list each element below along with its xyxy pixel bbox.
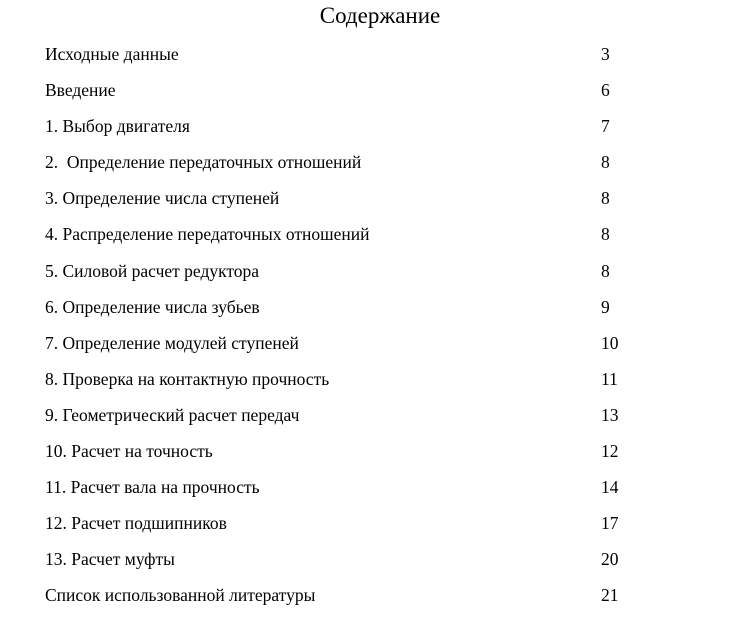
- toc-entry-page: 14: [601, 477, 619, 498]
- toc-entry-page: 8: [601, 188, 610, 209]
- toc-entry: [0, 222, 754, 258]
- toc-entry: [0, 439, 754, 475]
- toc-entry-page: 20: [601, 549, 619, 570]
- toc-entry-label: 12. Расчет подшипников: [45, 513, 227, 534]
- toc-entry: [0, 295, 754, 331]
- toc-entry: [0, 367, 754, 403]
- toc-entry-label: 4. Распределение передаточных отношений: [45, 224, 370, 245]
- toc-entry-page: 21: [601, 585, 619, 606]
- toc-entry-page: 17: [601, 513, 619, 534]
- toc-entry-label: 1. Выбор двигателя: [45, 116, 190, 137]
- toc-entry-page: 12: [601, 441, 619, 462]
- toc-entry-page: 7: [601, 116, 610, 137]
- toc-entry-page: 6: [601, 80, 610, 101]
- toc-entry-label: 6. Определение числа зубьев: [45, 296, 260, 317]
- toc-entry: [0, 331, 754, 367]
- toc-entry: [0, 547, 754, 583]
- toc-entry-page: 11: [601, 368, 618, 389]
- toc-entry: [0, 78, 754, 114]
- toc-entry-label: 13. Расчет муфты: [45, 549, 175, 570]
- toc-entry: [0, 42, 754, 78]
- toc-entry-page: 8: [601, 224, 610, 245]
- toc-entry-label: 5. Силовой расчет редуктора: [45, 260, 260, 281]
- toc-entry-page: 10: [601, 332, 619, 353]
- toc-entry-page: 3: [601, 44, 610, 64]
- toc-entry-label: Введение: [45, 80, 116, 101]
- toc-entry-page: 9: [601, 296, 610, 317]
- toc-entry-label: 3. Определение числа ступеней: [45, 188, 280, 209]
- toc-entry-page: 8: [601, 260, 610, 281]
- toc-entry: [0, 475, 754, 511]
- toc-title: Содержание: [319, 3, 441, 28]
- toc-entry: [0, 186, 754, 222]
- toc-list: [0, 42, 754, 620]
- toc-entry-label: 8. Проверка на контактную прочность: [45, 368, 330, 389]
- toc-entry-label: 2. Определение передаточных отношений: [45, 152, 362, 173]
- toc-entry: [0, 403, 754, 439]
- toc-entry-label: 11. Расчет вала на прочность: [45, 477, 260, 498]
- toc-entry-label: 7. Определение модулей ступеней: [45, 332, 299, 353]
- toc-entry-label: Исходные данные: [45, 44, 179, 64]
- toc-entry: [0, 259, 754, 295]
- toc-entry-page: 13: [601, 404, 619, 425]
- toc-entry: [0, 583, 754, 619]
- toc-entry: [0, 150, 754, 186]
- toc-entry: [0, 114, 754, 150]
- toc-entry-page: 8: [601, 152, 610, 173]
- toc-entry-label: 10. Расчет на точность: [45, 441, 213, 462]
- toc-entry-label: 9. Геометрический расчет передач: [45, 404, 300, 425]
- toc-entry: [0, 511, 754, 547]
- toc-entry-label: Список использованной литературы: [45, 585, 316, 606]
